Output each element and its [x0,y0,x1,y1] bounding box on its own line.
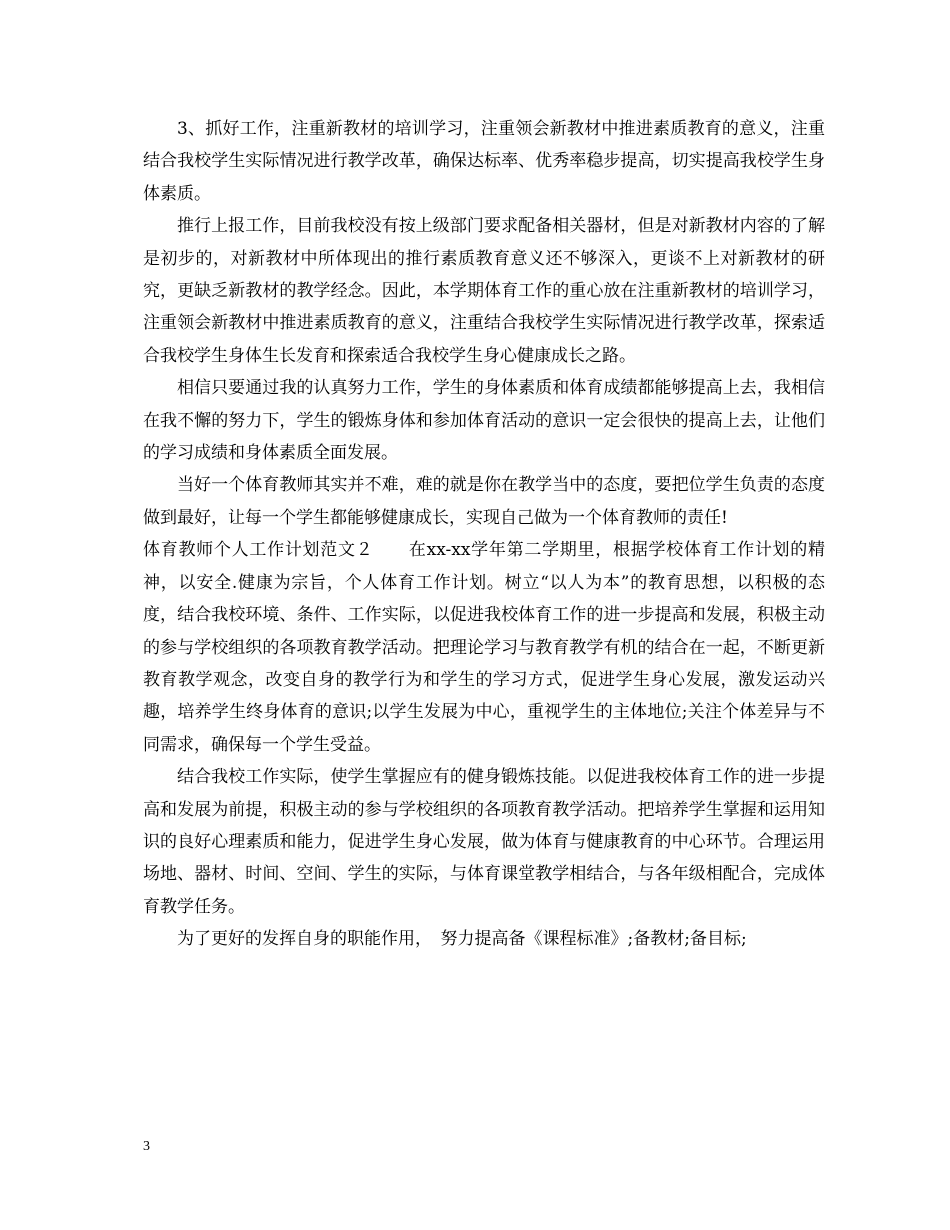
paragraph-2: 推行上报工作，目前我校没有按上级部门要求配备相关器材，但是对新教材内容的了解是初步的，对新教材中所体现出的推行素质教育意义还不够深入，更谈不上对新教材的研究，更缺乏新教材的教学经念。因此，本学期体育工作的重心放在注重新教材的培训学习，注重领会新教材中推进素质教育的意义，注重结合我校学生实际情况进行教学改革，探索适合我校学生身体生长发育和探索适合我校学生身心健康成长之路。 [143,216,825,366]
paragraph-7: 为了更好的发挥自身的职能作用， 努力提高备《课程标准》;备教材;备目标; [177,929,747,950]
paragraph-4: 当好一个体育教师其实并不难，难的就是你在教学当中的态度，要把位学生负责的态度做到最好，让每一个学生都能够健康成长，实现自己做为一个体育教师的责任! [143,475,825,528]
page-number: 3 [143,1139,150,1154]
paragraph-5: 体育教师个人工作计划范文２ 在xx-xx学年第二学期里，根据学校体育工作计划的精神，以安全.健康为宗旨，个人体育工作计划。树立“以人为本”的教育思想，以积极的态度，结合我校环境、条件、工作实际，以促进我校体育工作的进一步提高和发展，积极主动的参与学校组织的各项教育教学活动。把理论学习与教育教学有机的结合在一起，不断更新教育教学观念，改变自身的教学行为和学生的学习方式，促进学生身心发展，激发运动兴趣，培养学生终身体育的意识;以学生发展为中心，重视学生的主体地位;关注个体差异与不同需求，确保每一个学生受益。 [143,540,825,755]
document-body [143,113,825,956]
paragraph-3: 相信只要通过我的认真努力工作，学生的身体素质和体育成绩都能够提高上去，我相信在我不懈的努力下，学生的锻炼身体和参加体育活动的意识一定会很快的提高上去，让他们的学习成绩和身体素质全面发展。 [143,378,825,464]
paragraph-1: 3、抓好工作，注重新教材的培训学习，注重领会新教材中推进素质教育的意义，注重结合我校学生实际情况进行教学改革，确保达标率、优秀率稳步提高，切实提高我校学生身体素质。 [143,119,825,204]
paragraph-6: 结合我校工作实际，使学生掌握应有的健身锻炼技能。以促进我校体育工作的进一步提高和发展为前提，积极主动的参与学校组织的各项教育教学活动。把培养学生掌握和运用知识的良好心理素质和能力，促进学生身心发展，做为体育与健康教育的中心环节。合理运用场地、器材、时间、空间、学生的实际，与体育课堂教学相结合，与各年级相配合，完成体育教学任务。 [143,767,825,917]
